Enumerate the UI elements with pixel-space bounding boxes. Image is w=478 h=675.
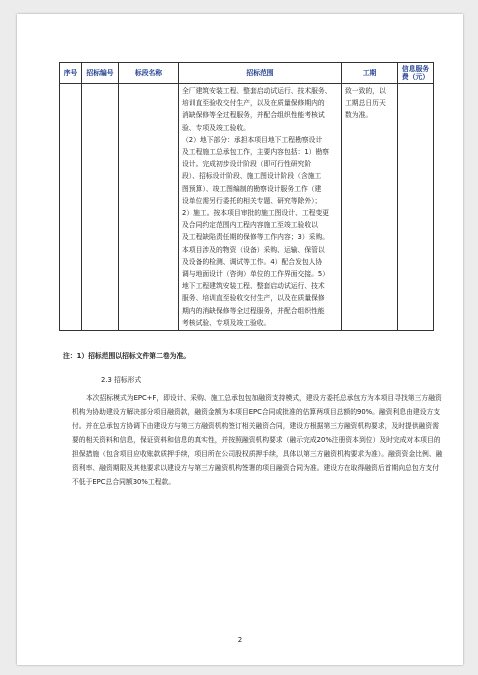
col-header: 招标编号 <box>82 63 119 84</box>
cell-fee <box>398 84 434 331</box>
cell-index <box>60 84 82 331</box>
table-note: 注：1）招标范围以招标文件第二卷为准。 <box>63 352 191 360</box>
cell-scope: 全厂建筑安装工程、整套启动试运行、技术服务、 培训直至验收交付生产，以及在质量保修期内的 消缺保修等全过程服务，并配合组织性能考核试 验、专项及竣工验收。 （2）地下部分：承担本项目地下工程勘察设计 及工程施工总承包工作，主要内容包括：1）勘察 设计。完成初步设计阶段（即可行性研究阶 段）、招标设计阶段、施工图设计阶段（含施工 图预算）、竣工图编制的勘察设计服务工作（建 设单位需另行委托的相关专题、研究等除外）； 2）施工。按本项目审批的施工图设计、工程变更 及合同约定范围内工程内容施工至竣工验收以 及工程缺陷责任期的保修等工作内容；3）采购。 本项目涉及的物资（设备）采购、运输、保管以 及设备的检测、调试等工作。4）配合发包人协 调与地面设计（咨询）单位的工作界面交接。5） 地下工程建筑安装工程、整套启动试运行、技术 服务、培训直至验收交付生产，以及在质量保修 期内的消缺保修等全过程服务，并配合组织性能 考核试验、专项及竣工验收。 <box>179 84 342 331</box>
col-header: 信息服务费（元） <box>398 63 434 84</box>
table-header-row <box>60 63 434 84</box>
section-title: 2.3 招标形式 <box>101 376 142 384</box>
tender-table <box>59 62 434 331</box>
cell-tender-no <box>82 84 119 331</box>
page-number: 2 <box>237 636 243 644</box>
col-header: 标段名称 <box>119 63 179 84</box>
document-page <box>17 14 463 665</box>
body-paragraph: 本次招标模式为EPC+F，即设计、采购、施工总承包包加融资支持模式，建设方委托总承包方为本项目寻找第三方融资机构为协助建设方解决部分项目融资款，融资金额为本项目EPC合同或批准的估算两项目总额的90%。融资利息由建设方支付。并在总承包方协调下由建设方与第三方融资机构签订相关融资合同，建设方根据第三方融资机构要求，及时提供融资需要的相关资料和信息，保证资料和信息的真实性，并按照融资机构要求（融示完成20%注册资本到位）及时完成对本项目的担保措施（包含项目应收账款质押手续，项目所在公司股权质押手续，具体以第三方融资机构要求为准）。融资资金比例、融资利率、融资期限及其他要求以建设方与第三方融资机构签署的项目融资合同为准。建设方在取得融资后首期向总包方支付不低于EPC总合同额30%工程款。 <box>72 394 443 486</box>
col-header: 招标范围 <box>179 63 342 84</box>
cell-section-name <box>119 84 179 331</box>
table-row <box>60 84 434 331</box>
cell-duration: 致一致的，以 工期总日历天 数为准。 <box>342 84 398 331</box>
col-header: 序号 <box>60 63 82 84</box>
col-header: 工期 <box>342 63 398 84</box>
